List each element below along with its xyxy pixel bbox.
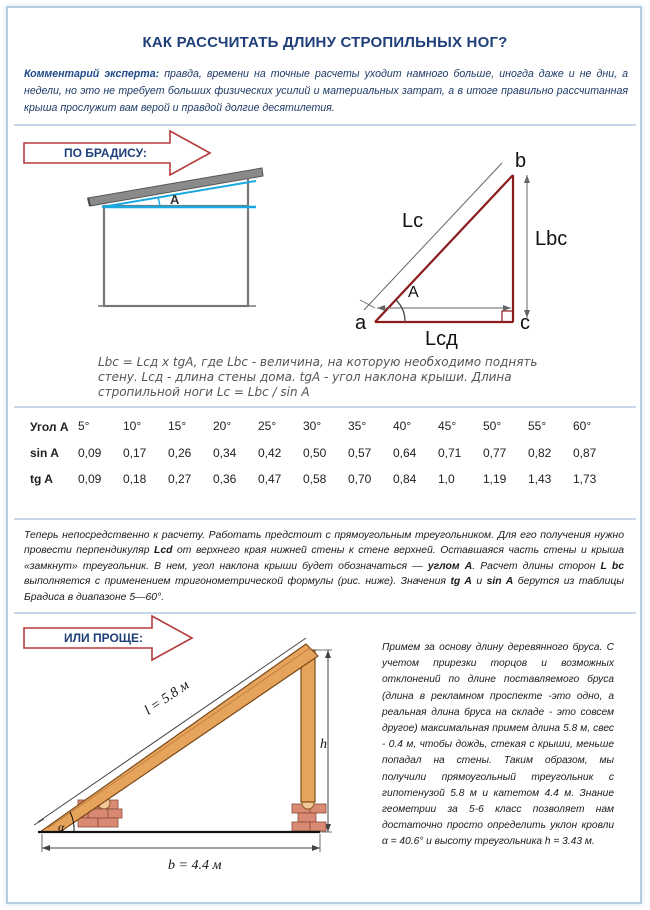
para-bold: sin A xyxy=(486,576,514,588)
sin-cell: 0,26 xyxy=(168,446,192,460)
arrow-2-label: ИЛИ ПРОЩЕ: xyxy=(64,631,144,645)
para-text: . Расчет длины сторон xyxy=(472,560,601,572)
sin-cell: 0,57 xyxy=(348,446,372,460)
alpha-label: α xyxy=(58,820,65,834)
para-bold: L bc xyxy=(600,560,624,572)
tg-cell: 1,0 xyxy=(438,472,455,486)
sin-cell: 0,42 xyxy=(258,446,282,460)
page-title: КАК РАССЧИТАТЬ ДЛИНУ СТРОПИЛЬНЫХ НОГ? xyxy=(142,34,508,51)
sin-cell: 0,71 xyxy=(438,446,462,460)
base-label: Lcд xyxy=(425,328,458,350)
vertex-a: a xyxy=(355,312,367,334)
para-text: и xyxy=(471,576,487,588)
roof-diagram xyxy=(34,638,332,852)
tg-header: tg A xyxy=(30,472,53,486)
para-text: Теперь непосредственно к расчету. Работать предстоит с прямоугольным треугольником. Для его получения нужно провести перпендикуляр xyxy=(24,530,624,557)
angle-cell: 50° xyxy=(483,419,502,433)
sin-cell: 0,87 xyxy=(573,446,597,460)
tg-cell: 1,73 xyxy=(573,472,597,486)
angle-cell: 30° xyxy=(303,419,322,433)
house-sketch xyxy=(88,168,263,306)
para-text: от верхнего края нижней стены к стене верхней. Оставшаяся часть стены и крыша «замкнут» треугольник. В нем, угол наклона крыши будет обозначаться — xyxy=(24,545,624,572)
angle-cell: 55° xyxy=(528,419,547,433)
sin-cell: 0,77 xyxy=(483,446,507,460)
tg-cell: 0,18 xyxy=(123,472,147,486)
angle-cell: 20° xyxy=(213,419,232,433)
arrow-1-label: ПО БРАДИСУ: xyxy=(64,146,147,160)
comment-label: Комментарий эксперта: xyxy=(24,68,160,80)
separator xyxy=(14,518,636,520)
sin-cell: 0,09 xyxy=(78,446,102,460)
sin-cell: 0,17 xyxy=(123,446,147,460)
angle-cell: 60° xyxy=(573,419,592,433)
angle-cell: 40° xyxy=(393,419,412,433)
table-row xyxy=(22,412,618,440)
vertex-c: c xyxy=(520,312,530,334)
tg-cell: 0,36 xyxy=(213,472,237,486)
tg-cell: 0,84 xyxy=(393,472,417,486)
comment-text: правда, времени на точные расчеты уходит намного больше, иногда даже и не дни, а недели, но это не требует больших физических усилий и материальных затрат, а в итоге правильно рассчитанная крыша прослужит вам верой и правдой долгие десятилетия. xyxy=(24,68,628,114)
tg-cell: 1,43 xyxy=(528,472,552,486)
sin-cell: 0,50 xyxy=(303,446,327,460)
para-bold: углом А xyxy=(427,560,473,572)
angle-cell: 10° xyxy=(123,419,142,433)
triangle-diagram xyxy=(360,163,530,322)
simple-method-text: Примем за основу длину деревянного бруса. С учетом прирезки торцов и возможных отклонений по длине поставляемого бруса (длина в рекламном проспекте -это одно, а реальная длина бруса на складе - это совсем другое) максимальная примем длина 5.8 м, свес - 0.4 м, чтобы дождь, стекая с крыши, меньше попадал на стены. Таким образом, мы получили прямоугольный треугольник с гипотенузой 5.8 м и катетом 4.4 м. Знание геометрии за 5-6 класс позволяет нам достаточно просто определить уклон кровли α = 40.6° и высоту треугольника h = 3.43 м. xyxy=(382,642,614,848)
calculation-paragraph xyxy=(24,528,624,605)
sin-header: sin A xyxy=(30,446,59,460)
house-angle-label: А xyxy=(170,192,180,207)
para-text: выполняется с применением тригонометрической формулы (рис. ниже). Значения xyxy=(24,576,451,588)
para-bold: tg A xyxy=(450,576,472,588)
tg-cell: 0,70 xyxy=(348,472,372,486)
vertex-b: b xyxy=(515,150,527,172)
tg-cell: 0,09 xyxy=(78,472,102,486)
angle-header: Угол А xyxy=(30,419,69,434)
tg-cell: 0,58 xyxy=(303,472,327,486)
sin-cell: 0,64 xyxy=(393,446,417,460)
table-row xyxy=(22,466,618,492)
hypotenuse-label: Lc xyxy=(402,210,424,232)
para-text: берутся из таблицы Брадиса в диапазоне 5—60°. xyxy=(24,576,625,603)
angle-cell: 45° xyxy=(438,419,457,433)
tg-cell: 0,27 xyxy=(168,472,192,486)
table-row xyxy=(22,440,618,466)
angle-cell: 25° xyxy=(258,419,277,433)
formula-text: Lbc = Lcд x tgA, где Lbc - величина, на которую необходимо поднять стену. Lcд - длина стены дома. tgA - угол наклона крыши. Длина стропильной ноги Lc = Lbc / sin A xyxy=(98,355,538,399)
angle-cell: 35° xyxy=(348,419,367,433)
bradis-table xyxy=(22,412,618,492)
separator xyxy=(14,612,636,614)
angle-label: A xyxy=(408,284,419,301)
vertical-label: Lbc xyxy=(535,228,568,250)
para-bold: Lcd xyxy=(154,545,173,557)
sin-cell: 0,34 xyxy=(213,446,237,460)
tg-cell: 1,19 xyxy=(483,472,507,486)
angle-cell: 15° xyxy=(168,419,187,433)
angle-cell: 5° xyxy=(78,419,90,433)
sin-cell: 0,82 xyxy=(528,446,552,460)
base-length-label: b = 4.4 м xyxy=(168,858,222,873)
separator xyxy=(14,406,636,408)
rafter-length-label: l = 5.8 м xyxy=(142,677,193,719)
tg-cell: 0,47 xyxy=(258,472,282,486)
height-label: h xyxy=(320,737,327,752)
